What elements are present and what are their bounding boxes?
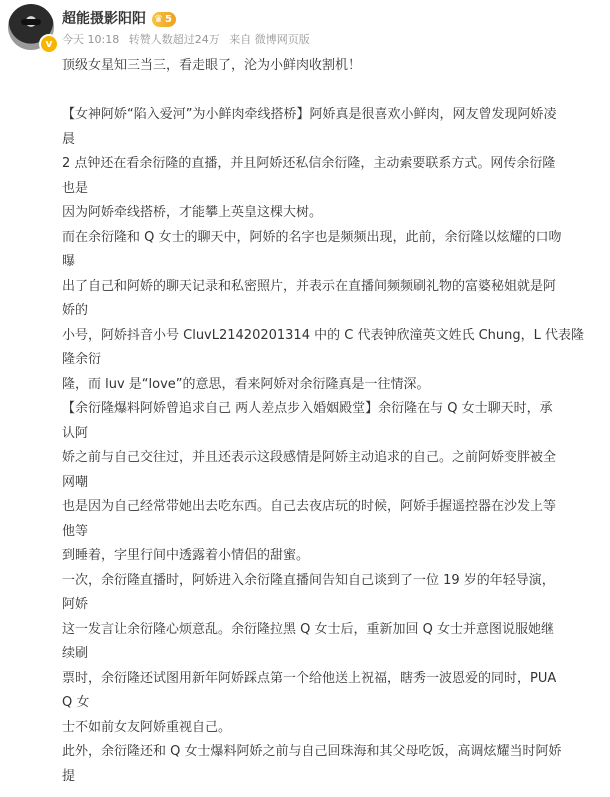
post-text-line: 娇的 — [62, 303, 89, 318]
avatar-glasses-icon — [21, 19, 41, 25]
post-text-line: 这一发言让余衍隆心烦意乱。余衍隆拉黑 Q 女士后，重新加回 Q 女士并意图说服她继 — [62, 621, 554, 637]
post-text-line: 因为阿娇牵线搭桥，才能攀上英皇这棵大树。 — [62, 205, 323, 220]
post-text-line: 隆余衍 — [62, 352, 102, 367]
post-text-line: 出了自己和阿娇的聊天记录和私密照片，并表示在直播间频频刷礼物的富婆秘姐就是阿 — [62, 278, 557, 294]
post-source: 来自 微博网页版 — [229, 33, 310, 46]
post-text-line: 阿娇 — [62, 597, 89, 612]
post-text-line: 晨 — [62, 131, 76, 147]
post-text-line: 士不如前女友阿娇重视自己。 — [62, 719, 232, 735]
post-text-line: 顶级女星知三当三，看走眼了，沦为小鲜肉收割机！ — [62, 58, 362, 73]
vip-badge[interactable] — [152, 12, 176, 27]
paragraph-gap — [62, 79, 604, 104]
post-text-line: 隆，而 luv 是“love”的意思，看来阿娇对余衍隆真是一往情深。 — [62, 376, 430, 392]
verified-badge-icon: v — [39, 34, 59, 54]
post-text-line: 2 点钟还在看余衍隆的直播，并且阿娇还私信余衍隆，主动索要联系方式。网传余衍隆 — [62, 156, 556, 171]
post-text-line: 也是因为自己经常带她出去吃东西。自己去夜店玩的时候，阿娇手握遥控器在沙发上等 — [62, 499, 557, 514]
repost-count: 转赞人数超过24万 — [128, 33, 220, 46]
post-meta — [62, 32, 316, 48]
username-row — [62, 8, 176, 30]
post-text-line: Q 女 — [62, 695, 90, 710]
post-text-line: 一次，余衍隆直播时，阿娇进入余衍隆直播间告知自己谈到了一位 19 岁的年轻导演， — [62, 572, 555, 588]
vip-level: 5 — [164, 13, 172, 25]
post-text-line: 而在余衍隆和 Q 女士的聊天中，阿娇的名字也是频频出现，此前，余衍隆以炫耀的口吻 — [62, 229, 562, 245]
post-content — [62, 54, 604, 789]
post-header — [0, 0, 610, 56]
post-text-line: 娇之前与自己交往过，并且还表示这段感情是阿娇主动追求的自己。之前阿娇变胖被全 — [62, 450, 557, 465]
post-time[interactable]: 今天 10:18 — [62, 33, 120, 46]
post-text-line: 票时，余衍隆还试图用新年阿娇踩点第一个给他送上祝福，瞎秀一波恩爱的同时，PUA — [62, 670, 557, 686]
post-text-line: 他等 — [62, 523, 89, 539]
post-text-line: 此外，余衍隆还和 Q 女士爆料阿娇之前与自己回珠海和其父母吃饭，高调炫耀当时阿娇 — [62, 744, 562, 759]
post-text-line: 到睡着，字里行间中透露着小情侣的甜蜜。 — [62, 548, 310, 563]
post-text-line: 曝 — [62, 254, 76, 269]
post-text-line: 也是 — [62, 180, 89, 196]
post-text-line: 小号，阿娇抖音小号 CluvL21420201314 中的 C 代表钟欣潼英文姓氏 Chung，L 代表隆 — [62, 327, 585, 343]
post-text-line: 【女神阿娇“陷入爱河”为小鲜肉牵线搭桥】阿娇真是很喜欢小鲜肉，网友曾发现阿娇凌 — [62, 107, 557, 122]
post-text-line: 网嘲 — [62, 474, 89, 490]
post-text-line: 【余衍隆爆料阿娇曾追求自己 两人差点步入婚姻殿堂】余衍隆在与 Q 女士聊天时，承 — [62, 401, 553, 416]
post-text-line: 续刷 — [62, 646, 89, 661]
post-text-line: 认阿 — [62, 425, 89, 441]
crown-icon: ♛ — [154, 13, 163, 25]
username[interactable]: 超能摄影阳阳 — [62, 11, 146, 27]
post-text-line: 提 — [62, 768, 76, 784]
avatar[interactable] — [8, 4, 54, 50]
